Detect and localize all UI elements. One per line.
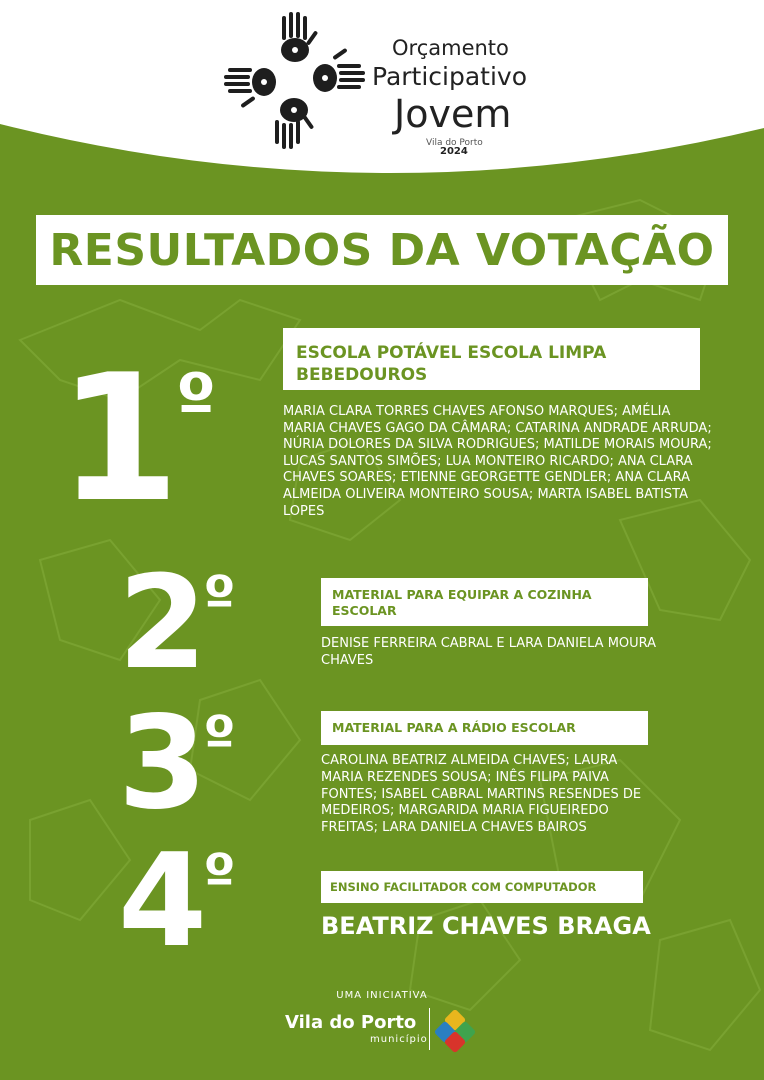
brand-line-1: Orçamento (392, 36, 509, 60)
rank-3 (118, 689, 236, 838)
brand-line-2: Participativo (372, 62, 528, 91)
brand-year: 2024 (440, 146, 468, 157)
page-title: RESULTADOS DA VOTAÇÃO (49, 224, 715, 276)
rank-4-degree: º (203, 841, 236, 909)
project-1-title-line2: BEBEDOUROS (296, 365, 428, 385)
rank-4 (118, 827, 236, 976)
rank-3-degree: º (203, 703, 236, 771)
project-3-title: MATERIAL PARA A RÁDIO ESCOLAR (321, 711, 648, 745)
brand-line-3: Jovem (394, 92, 512, 136)
brand-location: Vila do Porto (426, 138, 483, 148)
project-4-names: BEATRIZ CHAVES BRAGA (321, 912, 651, 940)
project-4-title: ENSINO FACILITADOR COM COMPUTADOR (321, 871, 643, 903)
rank-3-number: 3 (118, 689, 204, 838)
project-2-names: DENISE FERREIRA CABRAL E LARA DANIELA MOURA CHAVES (321, 636, 657, 668)
project-2-title: MATERIAL PARA EQUIPAR A COZINHA ESCOLAR (321, 578, 648, 626)
rank-1-degree: º (175, 358, 217, 442)
project-1-names: MARIA CLARA TORRES CHAVES AFONSO MARQUES; AMÉLIA MARIA CHAVES GAGO DA CÂMARA; CATARINA ANDRADE ARRUDA; NÚRIA DOLORES DA SILVA RODRIGUES; MATILDE MORAIS MOURA; LUCAS SANTOS SIMÕES; LUA MONTEIRO RICARDO; ANA CLARA CHAVES SOARES; ETIENNE GEORGETTE GENDLER; ANA CLARA ALMEIDA OLIVEIRA MONTEIRO SOUSA; MARTA ISABEL BATISTA LOPES (283, 404, 712, 519)
handprints-logo (222, 8, 367, 153)
municipality-name: Vila do Porto (285, 1012, 417, 1033)
project-1-title-line1: ESCOLA POTÁVEL ESCOLA LIMPA (296, 343, 607, 363)
rank-2-degree: º (203, 563, 236, 631)
project-3-names: CAROLINA BEATRIZ ALMEIDA CHAVES; LAURA MARIA REZENDES SOUSA; INÊS FILIPA PAIVA FONTES; ISABEL CABRAL MARTINS RESENDES DE MEDEIROS; MARGARIDA MARIA FIGUEIREDO FREITAS; LARA DANIELA CHAVES BAIROS (321, 753, 642, 836)
project-1-title (283, 328, 700, 390)
title-banner (36, 215, 728, 285)
header-background (0, 0, 764, 190)
rank-4-number: 4 (118, 827, 204, 976)
rank-2-number: 2 (118, 549, 204, 698)
rank-2 (118, 549, 236, 698)
municipality-logo-icon (433, 1010, 481, 1054)
municipality-sub: município (370, 1034, 428, 1045)
rank-1-number: 1 (58, 338, 176, 541)
initiative-label: UMA INICIATIVA (336, 990, 428, 1001)
footer-divider (429, 1008, 430, 1050)
rank-1 (58, 338, 217, 541)
